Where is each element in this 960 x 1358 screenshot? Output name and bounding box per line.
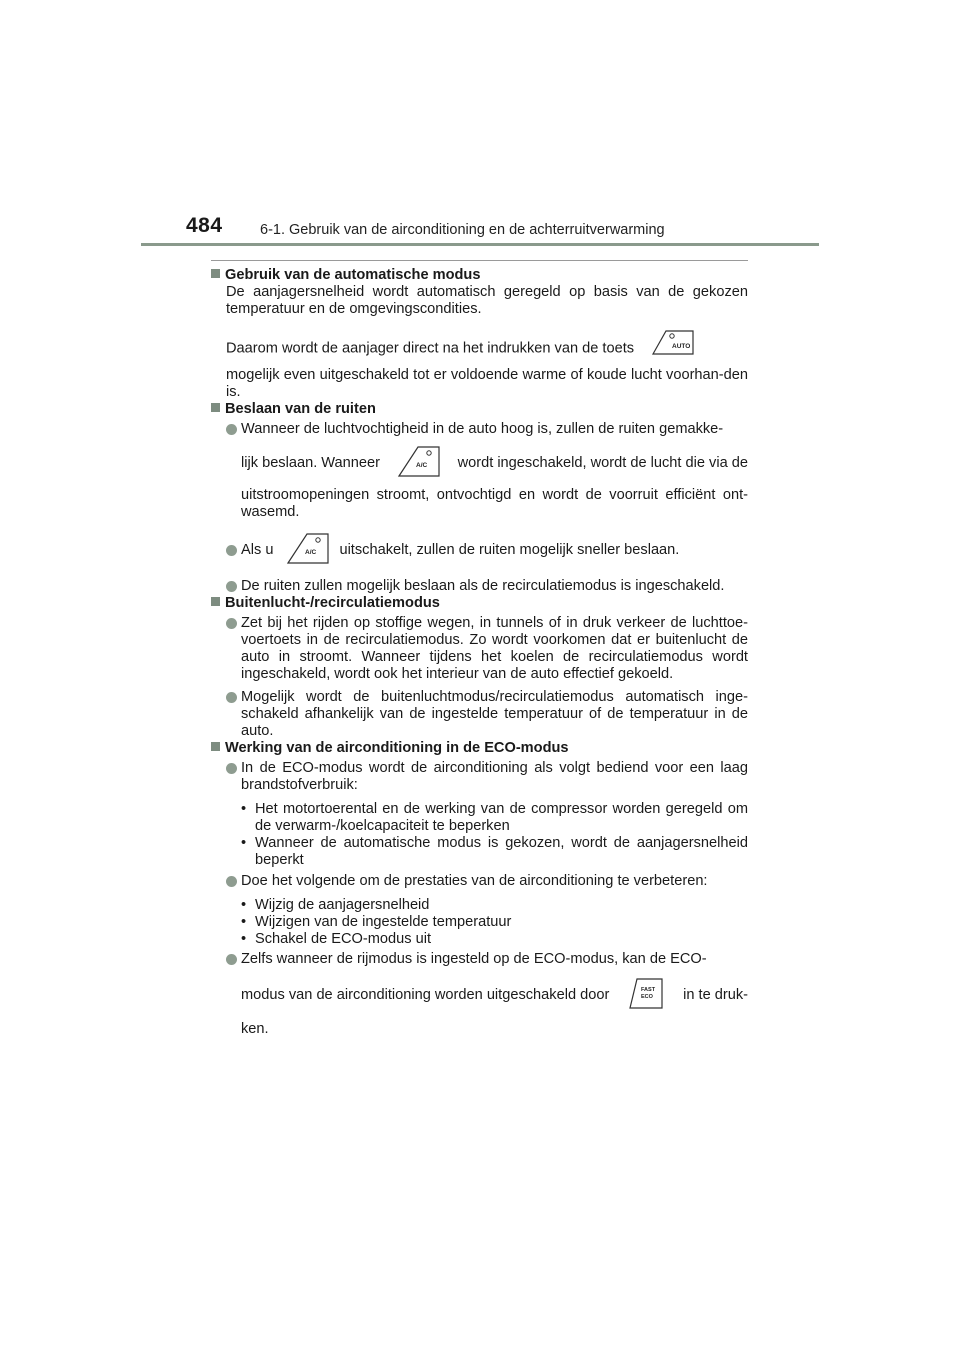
heading-text: Buitenlucht-/recirculatiemodus	[225, 595, 440, 611]
list-item-text	[241, 951, 748, 1038]
line-text: ken.	[241, 1021, 269, 1037]
line-text: lijk beslaan. Wanneer	[241, 455, 380, 471]
list-item-text: In de ECO-modus wordt de airconditioning als volgt bediend voor een laag brandstofverbruik:	[241, 760, 748, 793]
list-item	[211, 421, 748, 521]
ac-button-label: A/C	[305, 549, 317, 556]
paragraph: mogelijk even uitgeschakeld tot er voldoende warme of koude lucht voorhan-den is.	[226, 367, 748, 400]
section-eco-mode	[211, 740, 748, 1038]
section-recirculation	[211, 595, 748, 740]
list-item-text: Doe het volgende om de prestaties van de airconditioning te verbeteren:	[241, 873, 708, 889]
section-fogging	[211, 401, 748, 595]
paragraph: De aanjagersnelheid wordt automatisch geregeld op basis van de gekozen temperatuur en de omgevingscondities.	[226, 284, 748, 317]
section-heading	[211, 267, 748, 284]
line-text: Zelfs wanneer de rijmodus is ingesteld op de ECO-modus, kan de ECO-	[241, 951, 707, 967]
list-item-text	[241, 531, 748, 570]
list-item	[211, 689, 748, 740]
line-text: uitstroomopeningen stroomt, ontvochtigd en wordt de voorruit efficiënt ont-wasemd.	[241, 487, 748, 520]
sub-list-item	[241, 914, 748, 931]
list-item	[211, 760, 748, 794]
line-text: Wanneer de luchtvochtigheid in de auto hoog is, zullen de ruiten gemakke-	[241, 421, 724, 437]
circle-bullet-icon	[226, 618, 237, 629]
list-item-text: Zet bij het rijden op stoffige wegen, in tunnels of in druk verkeer de luchttoe-voertoets in de recirculatiemodus. Zo wordt voorkomen dat er buitenlucht de auto in stroomt. Wanneer tijdens het koelen de recirculatiemodus wordt ingeschakeld, wordt ook het interieur van de auto effectief gekoeld.	[241, 615, 748, 682]
square-marker-icon	[211, 403, 220, 412]
sub-list-item	[241, 897, 748, 914]
sub-item-text: Schakel de ECO-modus uit	[255, 931, 432, 947]
line-text: modus van de airconditioning worden uitgeschakeld door	[241, 987, 610, 1003]
line-text: wordt ingeschakeld, wordt de lucht die via de	[457, 455, 748, 471]
circle-bullet-icon	[226, 692, 237, 703]
paragraph-text: Daarom wordt de aanjager direct na het indrukken van de toets	[226, 340, 635, 357]
line-text: Als u	[241, 542, 274, 558]
circle-bullet-icon	[226, 876, 237, 887]
list-item-text: De ruiten zullen mogelijk beslaan als de recirculatiemodus is ingeschakeld.	[241, 578, 725, 594]
line-with-button	[241, 976, 748, 1015]
section-auto-mode	[211, 267, 748, 401]
eco-label: ECO	[641, 994, 654, 1000]
sub-item-text: Wijzig de aanjagersnelheid	[255, 897, 430, 913]
page-content	[211, 267, 748, 1038]
heading-text: Gebruik van de automatische modus	[225, 267, 481, 283]
sub-item-text: Wijzigen van de ingestelde temperatuur	[255, 914, 512, 930]
list-item	[211, 531, 748, 570]
auto-button-label: AUTO	[672, 343, 691, 350]
list-item	[211, 951, 748, 1038]
line-with-button	[241, 444, 748, 483]
chapter-title: 6-1. Gebruik van de airconditioning en de achterruitverwarming	[260, 222, 665, 238]
sub-bullet: •	[241, 835, 247, 851]
circle-bullet-icon	[226, 954, 237, 965]
line-text: in te druk-	[683, 987, 748, 1003]
square-marker-icon	[211, 597, 220, 606]
sub-bullet: •	[241, 914, 247, 930]
sub-bullet: •	[241, 931, 247, 947]
ac-button-label: A/C	[415, 462, 427, 469]
sub-list-item	[241, 801, 748, 835]
list-item	[211, 578, 748, 595]
list-item-text: Mogelijk wordt de buitenluchtmodus/recirculatiemodus automatisch inge-schakeld afhankelijk van de ingestelde temperatuur of de temperatuur in de auto.	[241, 689, 748, 739]
square-marker-icon	[211, 742, 220, 751]
sub-list-item	[241, 931, 748, 948]
auto-button-icon	[650, 328, 696, 361]
circle-bullet-icon	[226, 763, 237, 774]
section-heading	[211, 595, 748, 612]
paragraph	[211, 332, 748, 365]
list-item-text	[241, 421, 748, 521]
circle-bullet-icon	[226, 545, 237, 556]
list-item	[211, 615, 748, 683]
list-item	[211, 873, 748, 890]
heading-text: Werking van de airconditioning in de ECO-modus	[225, 740, 569, 756]
sub-item-text: Het motortoerental en de werking van de compressor worden geregeld om de verwarm-/koelcapaciteit te beperken	[255, 801, 748, 834]
sub-bullet: •	[241, 801, 247, 817]
sub-list-item	[241, 835, 748, 869]
section-heading	[211, 401, 748, 418]
fast-eco-button-icon	[627, 976, 665, 1015]
heading-text: Beslaan van de ruiten	[225, 401, 376, 417]
header-rule	[141, 243, 819, 246]
circle-bullet-icon	[226, 424, 237, 435]
fast-label: FAST	[641, 987, 656, 993]
square-marker-icon	[211, 269, 220, 278]
section-heading	[211, 740, 748, 757]
sub-bullet: •	[241, 897, 247, 913]
page-number: 484	[186, 214, 223, 237]
ac-button-icon	[285, 531, 331, 570]
line-text: uitschakelt, zullen de ruiten mogelijk sneller beslaan.	[339, 542, 680, 558]
sub-item-text: Wanneer de automatische modus is gekozen, wordt de aanjagersnelheid beperkt	[255, 835, 748, 868]
circle-bullet-icon	[226, 581, 237, 592]
ac-button-icon	[396, 444, 442, 483]
section-rule	[211, 260, 748, 261]
